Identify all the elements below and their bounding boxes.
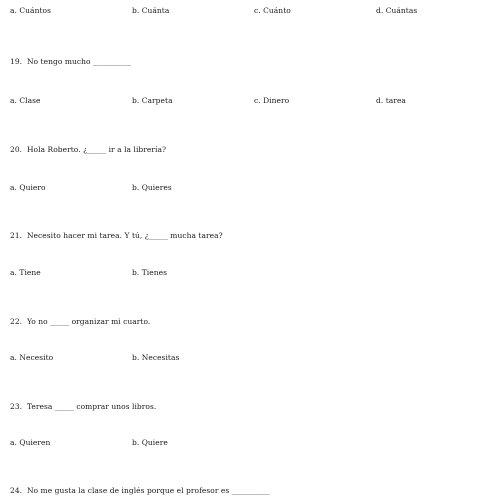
option-19-c: c. Dinero [254, 96, 290, 105]
option-19-d: d. tarea [376, 96, 406, 105]
option-18-d: d. Cuántas [376, 6, 418, 15]
option-20-b: b. Quieres [132, 183, 172, 192]
option-21-b: b. Tienes [132, 268, 167, 277]
option-21-a: a. Tiene [10, 268, 41, 277]
option-22-a: a. Necesito [10, 353, 54, 362]
question-22-text: 22. Yo no _____ organizar mi cuarto. [10, 317, 151, 326]
option-18-c: c. Cuánto [254, 6, 291, 15]
option-19-b: b. Carpeta [132, 96, 173, 105]
option-22-b: b. Necesitas [132, 353, 180, 362]
option-23-a: a. Quieren [10, 438, 51, 447]
question-24-text: 24. No me gusta la clase de inglés porque el profesor es __________ [10, 486, 270, 495]
option-23-b: b. Quiere [132, 438, 168, 447]
question-20-text: 20. Hola Roberto. ¿_____ ir a la librería? [10, 145, 167, 154]
option-19-a: a. Clase [10, 96, 41, 105]
option-18-a: a. Cuántos [10, 6, 51, 15]
option-20-a: a. Quiero [10, 183, 46, 192]
question-19-text: 19. No tengo mucho __________ [10, 57, 132, 66]
option-18-b: b. Cuánta [132, 6, 170, 15]
question-23-text: 23. Teresa _____ comprar unos libros. [10, 402, 157, 411]
question-21-text: 21. Necesito hacer mi tarea. Y tú, ¿_____ mucha tarea? [10, 231, 223, 240]
